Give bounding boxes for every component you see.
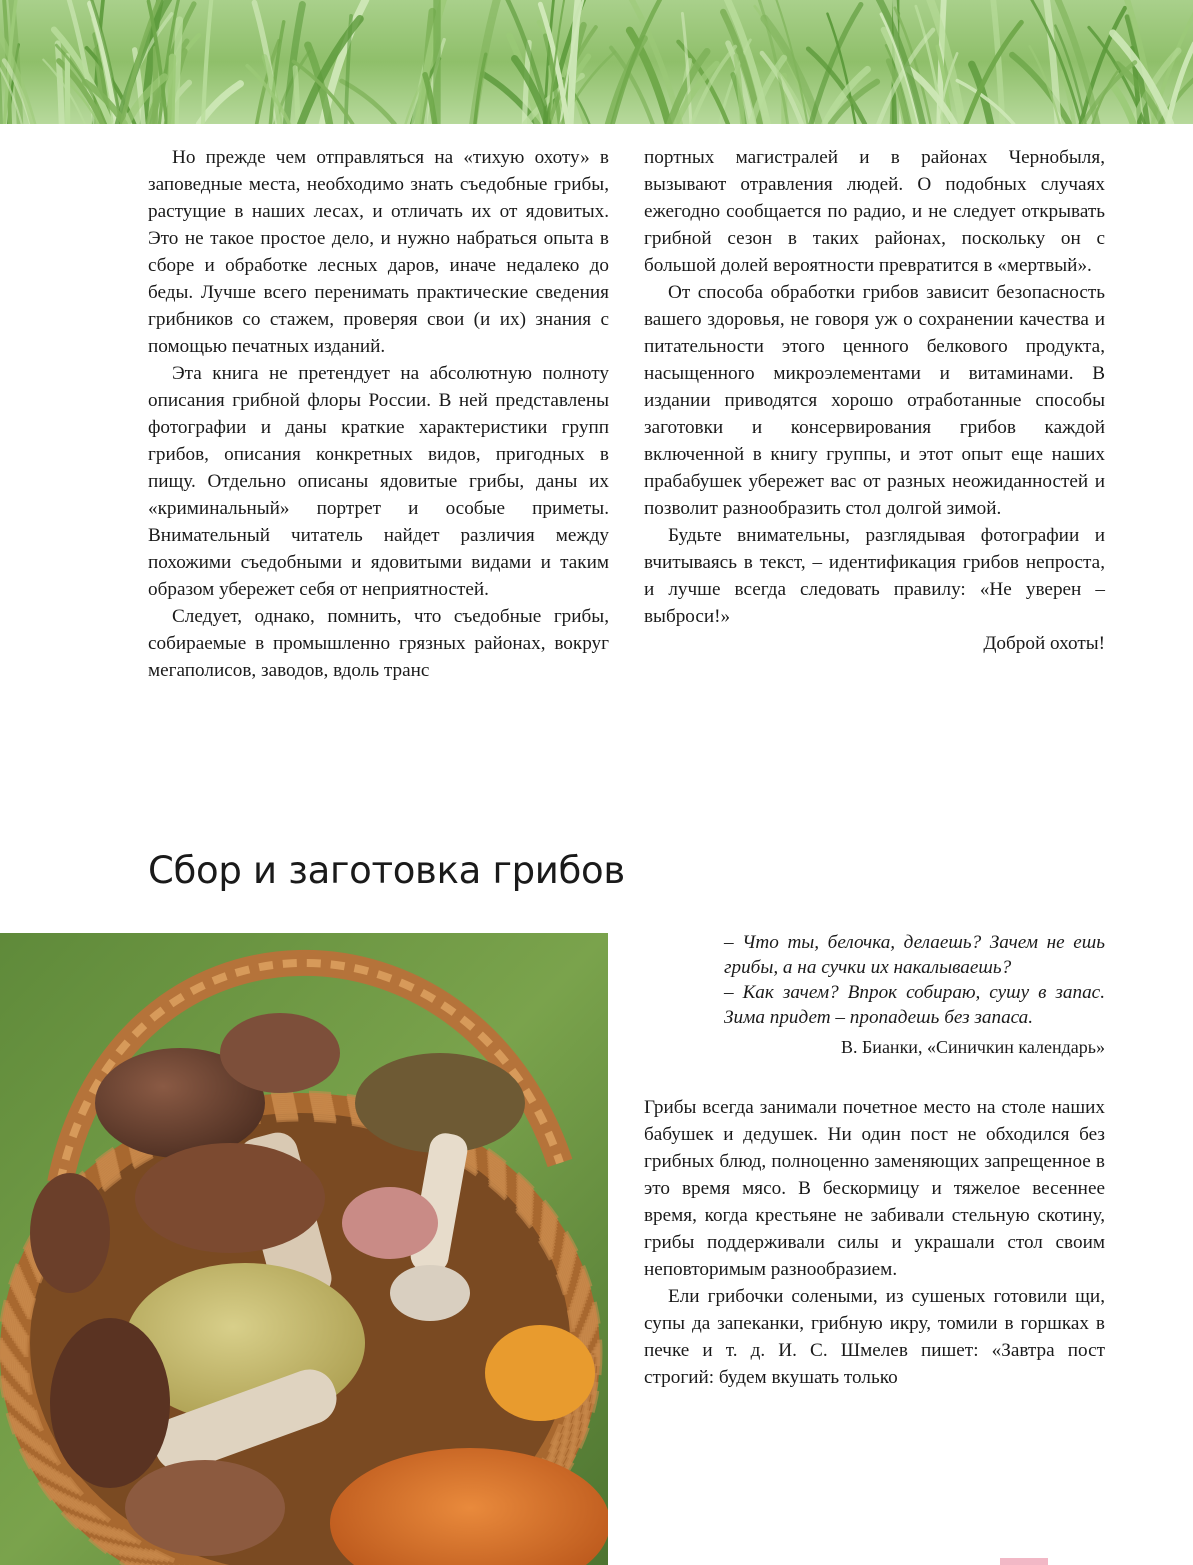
intro-paragraph: Эта книга не претендует на абсолютную полноту описания грибной флоры России. В ней представлены фотографии и даны краткие характеристики групп грибов, описания конкретных видов, пригодных в пищу. Отдельно описаны ядовитые грибы, даны их «криминальный» портрет и особые приметы. Внимательный читатель найдет различия между похожими съедобными и ядовитыми видами и таким образом убережет себя от неприятностей. [148, 363, 609, 600]
intro-paragraph-continuation: портных магистралей и в районах Чернобыля, вызывают отравления людей. О подобных случаях ежегодно сообщается по радио, и не следует открывать грибной сезон в таких районах, поскольку он с большой долей вероятности превратится в «мертвый». [644, 147, 1105, 276]
epigraph [724, 930, 1105, 1060]
signoff: Доброй охоты! [983, 633, 1105, 654]
section-title: Сбор и заготовка грибов [148, 849, 625, 892]
intro-paragraph: От способа обработки грибов зависит безопасность вашего здоровья, не говоря уж о сохранении качества и питательности этого ценного белкового продукта, насыщенного микроэлементами и витаминами. В издании приводятся хорошо отработанные способы заготовки и консервирования грибов каждой включенной в книгу группы, и этот опыт еще наших прабабушек убережет вас от разных неожиданностей и позволит разнообразить стол долгой зимой. [644, 282, 1105, 519]
grass-banner-photo [0, 0, 1193, 124]
body-paragraph: Грибы всегда занимали почетное место на столе наших бабушек и дедушек. Ни один пост не обходился без грибных блюд, полноценно заменяющих запрещенное в это время мясо. В бескормицу и тяжелое весеннее время, когда крестьяне не забивали стельную скотину, грибы поддерживали силы и украшали стол своим неповторимым разнообразием. [644, 1097, 1105, 1280]
intro-paragraph: Будьте внимательны, разглядывая фотографии и вчитываясь в текст, – идентификация грибов непроста, и лучше всегда следовать правилу: «Не уверен – выброси!» [644, 525, 1105, 627]
epigraph-line: – Что ты, белочка, делаешь? Зачем не ешь грибы, а на сучки их накалываешь? [724, 932, 1105, 978]
body-paragraph: Ели грибочки солеными, из сушеных готовили щи, супы да запеканки, грибную икру, томили в горшках в печке и т. д. И. С. Шмелев пишет: «Завтра пост строгий: будем вкушать только [644, 1286, 1105, 1388]
page-corner-mark [1000, 1558, 1048, 1565]
mushroom-basket-photo [0, 933, 608, 1565]
intro-paragraph: Но прежде чем отправляться на «тихую охоту» в заповедные места, необходимо знать съедобные грибы, растущие в наших лесах, и отличать их от ядовитых. Это не такое простое дело, и нужно набраться опыта в сборе и обработке лесных даров, иначе недалеко до беды. Лучше всего перенимать практические сведения грибников со стажем, проверяя свои (и их) знания с помощью печатных изданий. [148, 147, 609, 357]
epigraph-line: – Как зачем? Впрок собираю, сушу в запас. Зима придет – пропадешь без запаса. [724, 982, 1105, 1028]
intro-right-column [644, 144, 1105, 657]
body-right-column [644, 1094, 1105, 1391]
intro-left-column [148, 144, 609, 684]
epigraph-source: В. Бианки, «Синичкин календарь» [840, 1037, 1105, 1057]
intro-paragraph: Следует, однако, помнить, что съедобные грибы, собираемые в промышленно грязных районах, вокруг мегаполисов, заводов, вдоль транс [148, 606, 609, 681]
